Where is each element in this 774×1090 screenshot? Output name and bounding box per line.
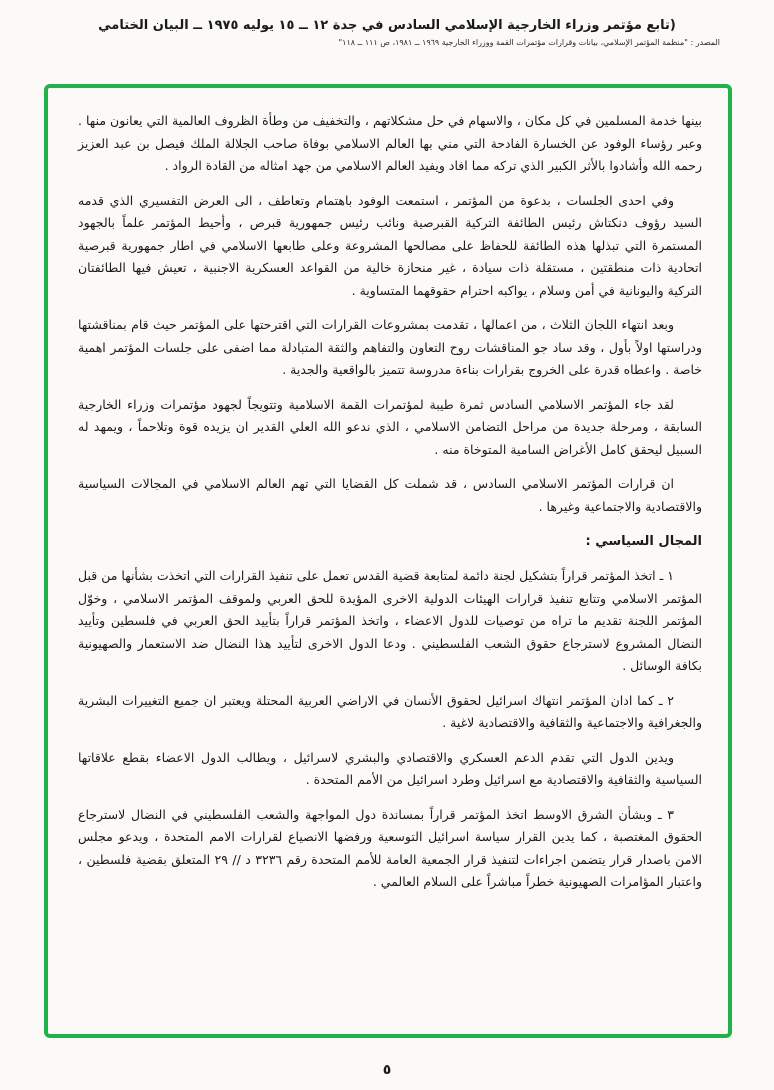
annotation-border <box>44 84 732 1038</box>
paragraph-conference-outcome: لقد جاء المؤتمر الاسلامي السادس ثمرة طيبة لمؤتمرات القمة الاسلامية وتتويجاً لجهود مؤتمرات وزراء الخارجية السابقة ، ومرحلة جديدة من مراحل التضامن الاسلامي ، الذي ندعو الله العلي القدير ان يزيده قوة وتلاحماً ، ويمهد له السبيل ليحقق كامل الأغراض السامية المتوخاة منه . <box>78 396 702 457</box>
document-title: (تابع مؤتمر وزراء الخارجية الإسلامي السادس في جدة ١٢ ــ ١٥ يوليه ١٩٧٥ ــ البيان الختامي <box>98 18 676 33</box>
resolution-item-1: ١ ـ اتخذ المؤتمر قراراً بتشكيل لجنة دائمة لمتابعة قضية القدس تعمل على تنفيذ القرارات التي اتخذت بشأنها من قبل المؤتمر الاسلامي وتتابع تنفيذ قرارات الهيئات الدولية الاخرى المؤيدة للحق العربي ولموقف المؤتمر الاسلامي ، وخوّل المؤتمر اللجنة تقديم ما تراه من توصيات للدول الاعضاء ، واتخذ المؤتمر قراراً بتأييد الحق العربي في فلسطين وتأييد النضال المشروع لاسترجاع حقوق الشعب الفلسطيني . ودعا الدول الاخرى لتأييد هذا النضال ضد الاستعمار والصهيونية بكافة الوسائل . <box>78 568 702 674</box>
resolution-item-3: ٣ ـ وبشأن الشرق الاوسط اتخذ المؤتمر قراراً بمساندة دول المواجهة والشعب الفلسطيني في النضال لاسترجاع الحقوق المغتصبة ، كما يدين القرار سياسة اسرائيل التوسعية ورفضها الانصياع لقرارات الامم المتحدة ، ويدعو مجلس الامن باصدار قرار يتضمن اجراءات لتنفيذ قرار الجمعية العامة للأمم المتحدة رقم ٣٢٣٦ د // ٢٩ المتعلق بقضية فلسطين ، واعتبار المؤامرات الصهيونية خطراً مباشراً على السلام العالمي . <box>78 806 702 890</box>
paragraph-cyprus-session: وفي احدى الجلسات ، بدعوة من المؤتمر ، استمعت الوفود باهتمام وتعاطف ، الى العرض التفسيري الذي قدمه السيد رؤوف دنكتاش رئيس الطائفة التركية القبرصية ونائب رئيس جمهورية قبرص ، وأحيط المؤتمر علماً بالجهود المستمرة التي تبذلها هذه الطائفة للحفاظ على مصالحها المشروعة وعلى طابعها الاسلامي في اطار جمهورية قبرصية اتحادية ذات منطقتين ، مستقلة ذات سيادة ، غير منحازة خالية من القواعد العسكرية الاجنبية ، تعيش فيها الطائفتان التركية واليونانية في أمن وسلام ، يواكبه احترام حقوقهما المتساوية . <box>78 192 702 298</box>
page-number: ٥ <box>382 1062 392 1078</box>
document-body <box>48 88 728 1034</box>
section-heading-political: المجال السياسي : <box>585 534 702 549</box>
paragraph-services-condolences: بينها خدمة المسلمين في كل مكان ، والاسهام في حل مشكلاتهم ، والتخفيف من وطأة الظروف العالمية التي يعانون منها . وعبر رؤساء الوفود عن الخسارة الفادحة التي مني بها العالم الاسلامي بوفاة صاحب الجلالة الملك فيصل بن عبد العزيز رحمه الله وأشادوا بالأثر الكبير الذي تركه مما افاد ويفيد العالم الاسلامي من جهد امثاله من القادة الرواد . <box>78 113 702 173</box>
page-header <box>0 0 774 47</box>
paragraph-condemn-support: ويدين الدول التي تقدم الدعم العسكري والاقتصادي والبشري لاسرائيل ، ويطالب الدول الاعضاء بقطع علاقاتها السياسية والثقافية والاقتصادية مع اسرائيل وطرد اسرائيل من الأمم المتحدة . <box>78 749 702 788</box>
source-citation: المصدر : "منظمة المؤتمر الإسلامي، بيانات وقرارات مؤتمرات القمة ووزراء الخارجية ١٩٦٩ ــ ١٩٨١، ص ١١١ ــ ١١٨" <box>338 38 720 47</box>
paragraph-committees: وبعد انتهاء اللجان الثلاث ، من اعمالها ، تقدمت بمشروعات القرارات التي اقترحتها على المؤتمر حيث قام بمناقشتها ودراستها اولاً بأول ، وقد ساد جو المناقشات روح التعاون والتفاهم والثقة المتبادلة مما اضفى على جلسات المؤتمر اهمية خاصة . واعطاه قدرة على الخروج بقرارات بناءة مدروسة تتميز بالواقعية والجدية . <box>78 317 702 377</box>
paragraph-resolutions-scope: ان قرارات المؤتمر الاسلامي السادس ، قد شملت كل القضايا التي تهم العالم الاسلامي في المجالات السياسية والاقتصادية والاجتماعية وغيرها . <box>78 476 702 514</box>
resolution-item-2: ٢ ـ كما ادان المؤتمر انتهاك اسرائيل لحقوق الأنسان في الاراضي العربية المحتلة ويعتبر ان جميع التغييرات البشرية والجغرافية والاجتماعية والثقافية والاقتصادية لاغية . <box>78 692 702 731</box>
